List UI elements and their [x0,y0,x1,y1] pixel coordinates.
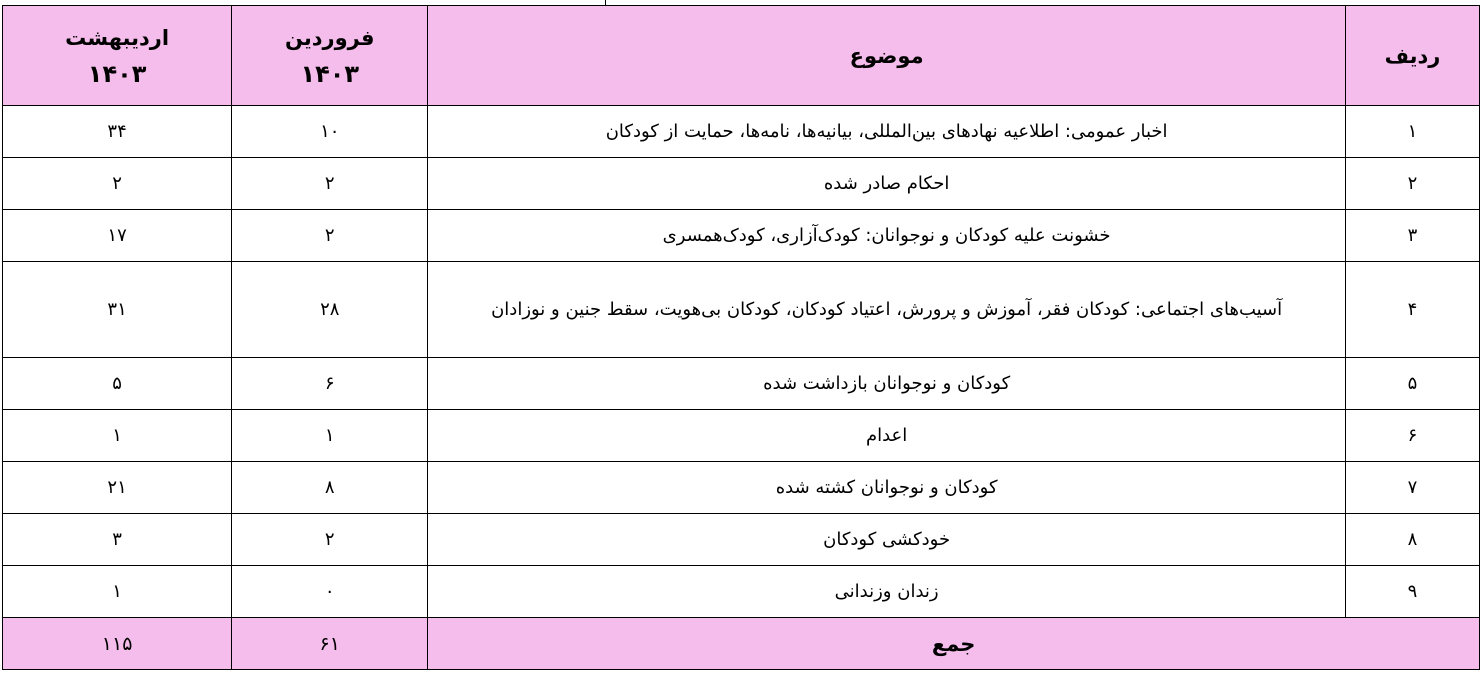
row-topic: زندان وزندانی [428,566,1346,618]
row-number: ۳ [1345,210,1479,262]
row-number: ۲ [1345,158,1479,210]
header-month2-name: اردیبهشت [65,25,170,50]
header-row [3,6,1480,106]
table-row [3,566,1480,618]
row-month1-count: ۲۸ [232,262,428,358]
table-row [3,158,1480,210]
total-month1: ۶۱ [232,618,428,670]
row-month2-count: ۳۱ [3,262,232,358]
row-month1-count: ۱ [232,410,428,462]
row-month2-count: ۵ [3,358,232,410]
row-topic: اعدام [428,410,1346,462]
table-row [3,410,1480,462]
total-row [3,618,1480,670]
header-month2 [3,6,232,106]
row-number: ۷ [1345,462,1479,514]
header-row-number: ردیف [1345,6,1479,106]
row-topic: اخبار عمومی: اطلاعیه نهادهای بین‌المللی، بیانیه‌ها، نامه‌ها، حمایت از کودکان [428,106,1346,158]
table-row [3,514,1480,566]
header-topic: موضوع [428,6,1346,106]
total-month2: ۱۱۵ [3,618,232,670]
row-number: ۱ [1345,106,1479,158]
row-month1-count: ۲ [232,514,428,566]
row-month2-count: ۲ [3,158,232,210]
row-topic: خشونت علیه کودکان و نوجوانان: کودک‌آزاری، کودک‌همسری [428,210,1346,262]
table-row [3,358,1480,410]
row-month1-count: ۰ [232,566,428,618]
row-topic: آسیب‌های اجتماعی: کودکان فقر، آموزش و پرورش، اعتیاد کودکان، کودکان بی‌هویت، سقط جنین و نوزادان [428,262,1346,358]
row-month2-count: ۲۱ [3,462,232,514]
header-month2-year: ۱۴۰۳ [87,59,147,88]
table-row [3,462,1480,514]
row-month1-count: ۱۰ [232,106,428,158]
row-month2-count: ۱ [3,410,232,462]
row-number: ۴ [1345,262,1479,358]
header-month1-year: ۱۴۰۳ [300,59,360,88]
table-row [3,210,1480,262]
row-month2-count: ۳۴ [3,106,232,158]
row-month1-count: ۲ [232,158,428,210]
row-topic: خودکشی کودکان [428,514,1346,566]
statistics-table [2,5,1480,670]
header-month1 [232,6,428,106]
total-label: جمع [428,618,1480,670]
row-number: ۶ [1345,410,1479,462]
row-month1-count: ۲ [232,210,428,262]
row-month1-count: ۸ [232,462,428,514]
table-row [3,262,1480,358]
row-month2-count: ۳ [3,514,232,566]
row-number: ۸ [1345,514,1479,566]
row-number: ۵ [1345,358,1479,410]
row-month2-count: ۱۷ [3,210,232,262]
header-month1-name: فروردین [284,25,375,50]
row-month1-count: ۶ [232,358,428,410]
row-topic: کودکان و نوجوانان کشته شده [428,462,1346,514]
table-row [3,106,1480,158]
row-topic: کودکان و نوجوانان بازداشت شده [428,358,1346,410]
row-number: ۹ [1345,566,1479,618]
row-month2-count: ۱ [3,566,232,618]
row-topic: احکام صادر شده [428,158,1346,210]
